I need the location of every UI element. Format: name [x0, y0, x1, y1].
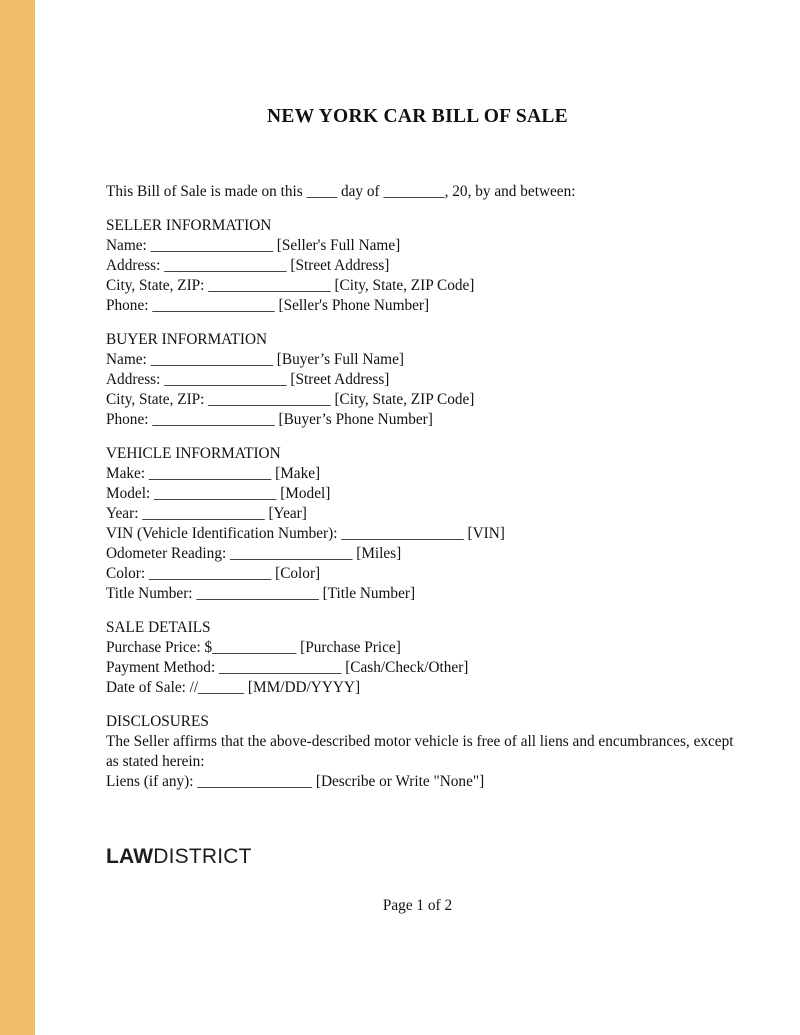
form-line-make: Make: ________________ [Make] — [106, 465, 321, 482]
disclosures-section — [106, 712, 766, 792]
document-body — [106, 182, 766, 792]
section-heading: DISCLOSURES — [106, 713, 209, 730]
intro-line: This Bill of Sale is made on this ____ day of ________, 20, by and between: — [106, 183, 576, 200]
lawdistrict-logo — [106, 845, 252, 869]
form-line-buyer-address: Address: ________________ [Street Address] — [106, 371, 390, 388]
disclosure-text-line-2: as stated herein: — [106, 753, 205, 770]
form-line-buyer-phone: Phone: ________________ [Buyer’s Phone Number] — [106, 411, 433, 428]
logo-text-law: LAW — [106, 845, 154, 868]
vehicle-information-section — [106, 444, 766, 604]
form-line-seller-name: Name: ________________ [Seller's Full Name] — [106, 237, 401, 254]
section-heading: VEHICLE INFORMATION — [106, 445, 281, 462]
form-line-title-number: Title Number: ________________ [Title Number] — [106, 585, 416, 602]
form-line-seller-address: Address: ________________ [Street Address] — [106, 257, 390, 274]
form-line-buyer-city-state-zip: City, State, ZIP: ________________ [City, State, ZIP Code] — [106, 391, 475, 408]
form-line-vin: VIN (Vehicle Identification Number): ________________ [VIN] — [106, 525, 505, 542]
section-heading: SELLER INFORMATION — [106, 217, 272, 234]
form-line-payment-method: Payment Method: ________________ [Cash/Check/Other] — [106, 659, 469, 676]
form-line-seller-phone: Phone: ________________ [Seller's Phone Number] — [106, 297, 430, 314]
page-number: Page 1 of 2 — [382, 897, 453, 914]
form-line-buyer-name: Name: ________________ [Buyer’s Full Name] — [106, 351, 404, 368]
form-line-seller-city-state-zip: City, State, ZIP: ________________ [City, State, ZIP Code] — [106, 277, 475, 294]
section-heading: BUYER INFORMATION — [106, 331, 268, 348]
form-line-model: Model: ________________ [Model] — [106, 485, 331, 502]
left-accent-stripe — [0, 0, 35, 1035]
buyer-information-section — [106, 330, 766, 430]
logo-text-district: DISTRICT — [153, 845, 252, 868]
sale-details-section — [106, 618, 766, 698]
disclosure-text-line-1: The Seller affirms that the above-described motor vehicle is free of all liens and encumbrances, except — [106, 733, 734, 750]
form-line-purchase-price: Purchase Price: $___________ [Purchase Price] — [106, 639, 401, 656]
section-heading: SALE DETAILS — [106, 619, 211, 636]
form-line-liens: Liens (if any): _______________ [Describe or Write "None"] — [106, 773, 485, 790]
form-line-date-of-sale: Date of Sale: //______ [MM/DD/YYYY] — [106, 679, 361, 696]
document-title: NEW YORK CAR BILL OF SALE — [267, 106, 568, 127]
form-line-color: Color: ________________ [Color] — [106, 565, 321, 582]
form-line-year: Year: ________________ [Year] — [106, 505, 307, 522]
seller-information-section — [106, 216, 766, 316]
form-line-odometer: Odometer Reading: ________________ [Miles] — [106, 545, 402, 562]
